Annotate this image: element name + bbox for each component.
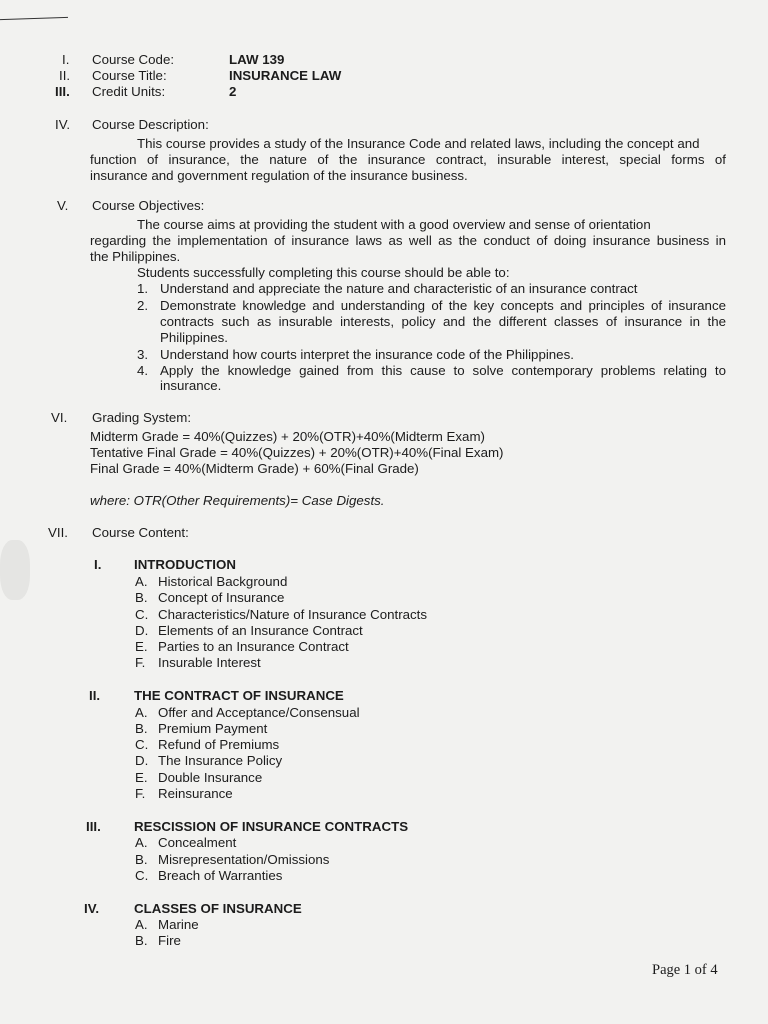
section-title: INTRODUCTION [134,557,236,572]
description-line-2: function of insurance, the nature of the insurance contract, insurable interest, special forms of [90,152,726,167]
section-title: CLASSES OF INSURANCE [134,901,302,916]
grading-formula-midterm: Midterm Grade = 40%(Quizzes) + 20%(OTR)+40%(Midterm Exam) [90,429,485,444]
item-text: Marine [158,917,199,932]
item-text: Misrepresentation/Omissions [158,852,330,867]
objective-4-line-1: Apply the knowledge gained from this cause to solve contemporary problems relating to [160,363,726,378]
item-text: Parties to an Insurance Contract [158,639,349,654]
objective-2-line-2: contracts such as insurable interests, policy and the different classes of insurance in the [160,314,726,329]
item-letter: F. [135,655,146,670]
item-letter: B. [135,852,148,867]
item-text: Breach of Warranties [158,868,283,883]
objectives-line-3: the Philippines. [90,249,181,264]
section-number: I. [94,557,102,572]
page-number: Page 1 of 4 [652,962,718,978]
item-text: Premium Payment [158,721,268,736]
description-number: IV. [55,117,71,132]
description-line-3: insurance and government regulation of the insurance business. [90,168,468,183]
item-letter: C. [135,607,149,622]
item-text: Insurable Interest [158,655,261,670]
section-number: IV. [84,901,100,916]
description-heading: Course Description: [92,117,209,132]
grading-number: VI. [51,410,68,425]
credit-units-number: III. [55,84,70,99]
item-letter: A. [135,835,148,850]
item-letter: C. [135,868,149,883]
item-text: Elements of an Insurance Contract [158,623,363,638]
item-letter: E. [135,770,148,785]
objective-4-line-2: insurance. [160,378,222,393]
credit-units-value: 2 [229,84,237,99]
objectives-line-2: regarding the implementation of insurance laws as well as the conduct of doing insurance business in [90,233,726,248]
grading-heading: Grading System: [92,410,192,425]
item-text: Fire [158,933,181,948]
content-number: VII. [48,525,68,540]
item-letter: F. [135,786,146,801]
item-text: Reinsurance [158,786,233,801]
objective-2-line-1: Demonstrate knowledge and understanding of the key concepts and principles of insurance [160,298,726,313]
item-text: Double Insurance [158,770,263,785]
item-letter: A. [135,705,148,720]
description-line-1: This course provides a study of the Insurance Code and related laws, including the concept and [137,136,700,151]
objective-3-line-1: Understand how courts interpret the insurance code of the Philippines. [160,347,574,362]
objectives-number: V. [57,198,69,213]
item-letter: B. [135,933,148,948]
section-number: II. [89,688,101,703]
content-heading: Course Content: [92,525,189,540]
item-letter: B. [135,721,148,736]
section-title: THE CONTRACT OF INSURANCE [134,688,344,703]
course-title-number: II. [59,68,71,83]
item-text: Refund of Premiums [158,737,280,752]
item-text: Concealment [158,835,237,850]
course-code-number: I. [62,52,70,67]
course-title-value: INSURANCE LAW [229,68,342,83]
item-letter: C. [135,737,149,752]
grading-formula-final: Final Grade = 40%(Midterm Grade) + 60%(Final Grade) [90,461,419,476]
objectives-intro: Students successfully completing this course should be able to: [137,265,510,280]
grading-note: where: OTR(Other Requirements)= Case Digests. [90,493,385,508]
item-letter: E. [135,639,148,654]
objective-number-4: 4. [137,363,149,378]
item-letter: B. [135,590,148,605]
objectives-line-1: The course aims at providing the student with a good overview and sense of orientation [137,217,651,232]
objective-1-line-1: Understand and appreciate the nature and characteristic of an insurance contract [160,281,638,296]
objectives-heading: Course Objectives: [92,198,205,213]
section-title: RESCISSION OF INSURANCE CONTRACTS [134,819,409,834]
item-text: Characteristics/Nature of Insurance Contracts [158,607,428,622]
grading-formula-tentative-final: Tentative Final Grade = 40%(Quizzes) + 20%(OTR)+40%(Final Exam) [90,445,504,460]
course-code-label: Course Code: [92,52,175,67]
objective-2-line-3: Philippines. [160,330,229,345]
objective-number-2: 2. [137,298,149,313]
item-text: The Insurance Policy [158,753,283,768]
credit-units-label: Credit Units: [92,84,166,99]
scan-rule-line [0,17,68,20]
item-text: Historical Background [158,574,288,589]
course-code-value: LAW 139 [229,52,285,67]
course-title-label: Course Title: [92,68,167,83]
item-letter: D. [135,753,149,768]
objective-number-3: 3. [137,347,149,362]
item-letter: A. [135,574,148,589]
item-letter: A. [135,917,148,932]
scan-smudge [0,540,30,600]
section-number: III. [86,819,101,834]
item-text: Concept of Insurance [158,590,285,605]
objective-number-1: 1. [137,281,149,296]
item-text: Offer and Acceptance/Consensual [158,705,360,720]
item-letter: D. [135,623,149,638]
